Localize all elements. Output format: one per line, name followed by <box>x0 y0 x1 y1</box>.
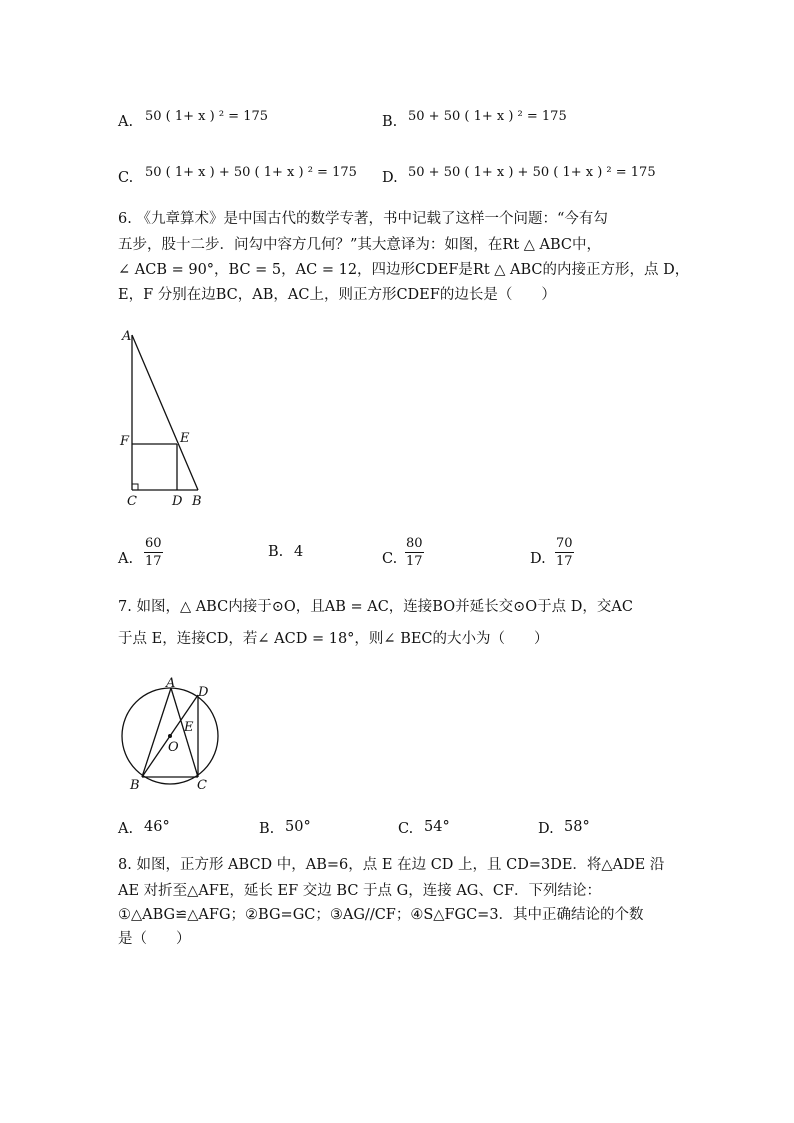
q6-option-b: 4 <box>294 544 304 560</box>
q7-option-a: 46° <box>144 819 170 835</box>
q7-option-d-letter: D. <box>538 821 554 837</box>
q7-label-e: E <box>184 720 194 735</box>
q7-circle-figure <box>110 670 235 795</box>
q6-option-a-numerator: 60 <box>145 536 162 551</box>
q7-option-a-letter: A. <box>118 821 134 837</box>
q5-option-d-letter: D. <box>382 170 398 186</box>
q5-option-c: 50 ( 1+ x ) + 50 ( 1+ x ) ² = 175 <box>145 165 357 180</box>
q7-stem-line-1: 7. 如图，△ ABC内接于⊙O，且AB = AC，连接BO并延长交⊙O于点 D，交AC <box>118 599 633 615</box>
q6-option-d-fraction <box>555 537 574 568</box>
q6-label-c: C <box>127 494 137 509</box>
q6-option-c-numerator: 80 <box>406 536 423 551</box>
q6-label-b: B <box>192 494 202 509</box>
q6-option-d-letter: D. <box>530 551 546 567</box>
q6-stem-line-4: E，F 分别在边BC，AB，AC上，则正方形CDEF的边长是（ ） <box>118 287 556 303</box>
q6-right-angle-mark <box>132 484 138 490</box>
q8-stem-line-1: 8. 如图，正方形 ABCD 中，AB=6，点 E 在边 CD 上，且 CD=3DE．将△ADE 沿 <box>118 857 665 873</box>
q6-option-a-letter: A. <box>118 551 134 567</box>
q5-option-d: 50 + 50 ( 1+ x ) + 50 ( 1+ x ) ² = 175 <box>408 165 656 180</box>
q6-label-e: E <box>180 431 190 446</box>
q7-label-o: O <box>168 740 179 755</box>
q7-option-b: 50° <box>285 819 311 835</box>
q8-stem-line-3: ①△ABG≌△AFG；②BG=GC；③AG//CF；④S△FGC=3．其中正确结论的个数 <box>118 907 644 923</box>
q6-option-d-numerator: 70 <box>556 536 573 551</box>
q6-label-a: A <box>122 329 132 344</box>
q6-option-b-letter: B. <box>268 544 284 560</box>
q6-option-d-denominator: 17 <box>556 554 573 569</box>
q6-stem-line-3: ∠ ACB = 90°，BC = 5，AC = 12，四边形CDEF是Rt △ ABC的内接正方形，点 D， <box>118 262 690 278</box>
q6-option-c-fraction <box>405 537 424 568</box>
q7-option-b-letter: B. <box>259 821 275 837</box>
q5-option-c-letter: C. <box>118 170 134 186</box>
q5-option-a-letter: A. <box>118 114 134 130</box>
q7-side-ab <box>142 688 171 777</box>
q6-label-f: F <box>120 434 130 449</box>
q5-option-b-letter: B. <box>382 114 398 130</box>
q7-label-b: B <box>130 778 140 793</box>
q5-option-a: 50 ( 1+ x ) ² = 175 <box>145 109 269 124</box>
q7-label-d: D <box>198 685 209 700</box>
q7-label-c: C <box>197 778 207 793</box>
q7-stem-line-2: 于点 E，连接CD，若∠ ACD = 18°，则∠ BEC的大小为（ ） <box>118 631 549 647</box>
q6-option-c-letter: C. <box>382 551 398 567</box>
q6-side-ab <box>132 335 198 490</box>
q6-label-d: D <box>172 494 183 509</box>
q7-center-dot <box>168 734 172 738</box>
q6-stem-line-2: 五步，股十二步．问勾中容方几何？”其大意译为：如图，在Rt △ ABC中， <box>118 237 602 253</box>
q7-option-d: 58° <box>564 819 590 835</box>
q5-option-b: 50 + 50 ( 1+ x ) ² = 175 <box>408 109 567 124</box>
q6-option-a-denominator: 17 <box>145 554 162 569</box>
q8-stem-line-2: AE 对折至△AFE，延长 EF 交边 BC 于点 G，连接 AG、CF．下列结论： <box>118 883 602 899</box>
q6-option-a-fraction <box>144 537 163 568</box>
q8-stem-line-4: 是（ ） <box>118 931 191 947</box>
q6-triangle-figure <box>110 325 220 510</box>
q6-stem-line-1: 6. 《九章算术》是中国古代的数学专著，书中记载了这样一个问题：“今有勾 <box>118 211 608 227</box>
q7-option-c-letter: C. <box>398 821 414 837</box>
q7-option-c: 54° <box>424 819 450 835</box>
q7-label-a: A <box>166 676 176 691</box>
q6-option-c-denominator: 17 <box>406 554 423 569</box>
